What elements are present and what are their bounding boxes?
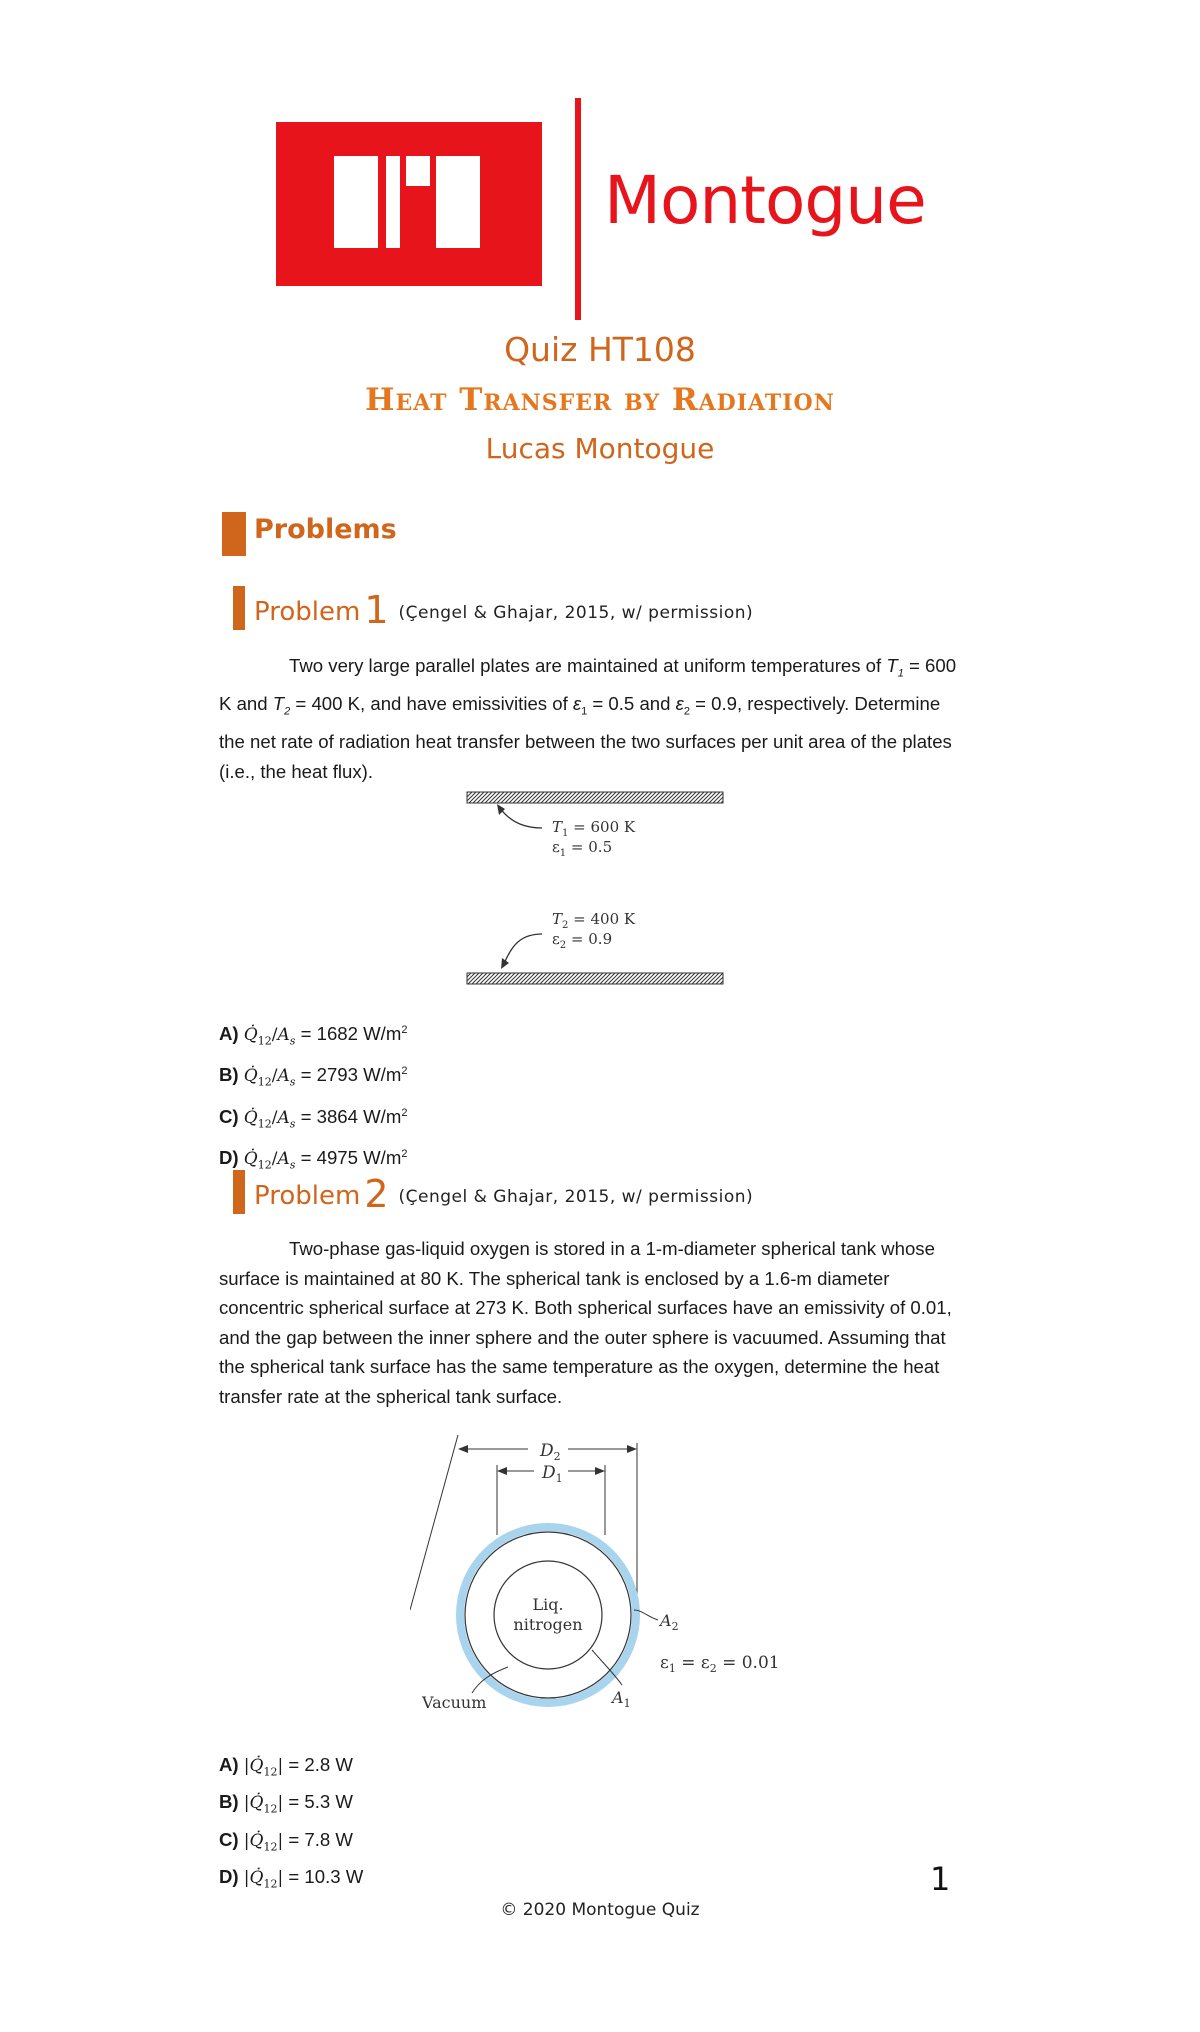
brand-name: Montogue [604,162,926,239]
d2-label: $D_2$ [540,1441,561,1463]
inner-label-line2: nitrogen [513,1615,583,1634]
vacuum-label: Vacuum [422,1693,487,1712]
logo-bar-thin [386,156,400,248]
problem-2-statement: Two-phase gas-liquid oxygen is stored in a 1-m-diameter spherical tank whose surface is maintained at 80 K. The spherical tank is enclosed by a 1.6-m diameter concentric spherical surface at 273 K. Both spherical surfaces have an emissivity of 0.01, and the gap between the inner sphere and the outer sphere is vacuumed. Assuming that the spherical tank surface has the same temperature as the oxygen, determine the heat transfer rate at the spherical tank surface. [219,1238,952,1407]
answer-option[interactable]: A) $|Q̇_{12}| = 2.8$ W [219,1754,353,1779]
a2-label: $A_2$ [660,1611,679,1633]
footer-copyright: © 2020 Montogue Quiz [500,1900,700,1920]
logo-bar-right [436,156,480,248]
plate-1-temperature: $T_1 = 600$ K [552,818,636,839]
emissivity-label: $\varepsilon_1 = \varepsilon_2 = 0.01$ [660,1653,780,1675]
inner-label-line1: Liq. [532,1595,564,1614]
problems-heading: Problems [254,514,397,545]
quiz-title: Quiz HT108 [504,330,696,369]
plate-2-temperature: $T_2 = 400$ K [552,910,636,931]
answer-option[interactable]: A) $Q̇_{12}/A_s = 1682$ $W/m^2$ [219,1023,408,1048]
problem-1-bar [233,586,245,630]
problem-2-bar [233,1170,245,1214]
a1-label: $A_1$ [612,1688,631,1710]
quiz-author: Lucas Montogue [485,432,715,465]
problem-1-statement: Two very large parallel plates are maintained at uniform temperatures of $T_1 = 600$ K and $T_2 = 400$ K, and have emissivities of $\varepsilon_1 = 0.5$ and $\varepsilon_2 = 0.9$, respectively. Determine the net rate of radiation heat transfer between the two surfaces per unit area of the plates (i.e., the heat flux). [219,655,957,782]
answer-option[interactable]: B) $|Q̇_{12}| = 5.3$ W [219,1791,353,1816]
logo-bar-notch [406,156,430,186]
problem-2-answers [219,1750,363,1900]
answer-option[interactable]: C) $|Q̇_{12}| = 7.8$ W [219,1828,353,1854]
problem-1-heading [254,588,753,632]
problem-1-source: (Çengel & Ghajar, 2015, w/ permission) [398,603,754,623]
brand-logo [276,122,542,286]
problem-2-heading [254,1172,753,1216]
logo-bar-left [334,156,378,248]
page-number: 1 [930,1860,951,1898]
answer-option[interactable]: B) $Q̇_{12}/A_s = 2793$ $W/m^2$ [219,1064,408,1089]
problems-heading-bar [222,512,246,556]
top-plate [467,792,723,803]
problem-2-number: 2 [364,1172,389,1216]
problem-2-label: Problem [254,1181,361,1211]
answer-option[interactable]: C) $Q̇_{12}/A_s = 3864$ $W/m^2$ [219,1105,408,1131]
answer-option[interactable]: D) $Q̇_{12}/A_s = 4975$ $W/m^2$ [219,1147,408,1172]
problem-2-source: (Çengel & Ghajar, 2015, w/ permission) [398,1187,754,1207]
plate-2-emissivity: $\varepsilon_2 = 0.9$ [552,930,613,951]
problem-1-number: 1 [364,588,389,632]
d1-label: $D_1$ [542,1463,563,1485]
arrow-icon [501,958,509,969]
quiz-subtitle: Heat Transfer by Radiation [365,382,835,418]
parallel-plates-figure [460,788,730,990]
plate-1-emissivity: $\varepsilon_1 = 0.5$ [552,838,613,859]
logo-divider [575,98,581,320]
problem-1-label: Problem [254,597,361,627]
bottom-plate [467,973,723,984]
problem-1-answers [219,1015,407,1181]
answer-option[interactable]: D) $|Q̇_{12}| = 10.3$ W [219,1866,364,1891]
concentric-spheres-figure [410,1435,790,1715]
